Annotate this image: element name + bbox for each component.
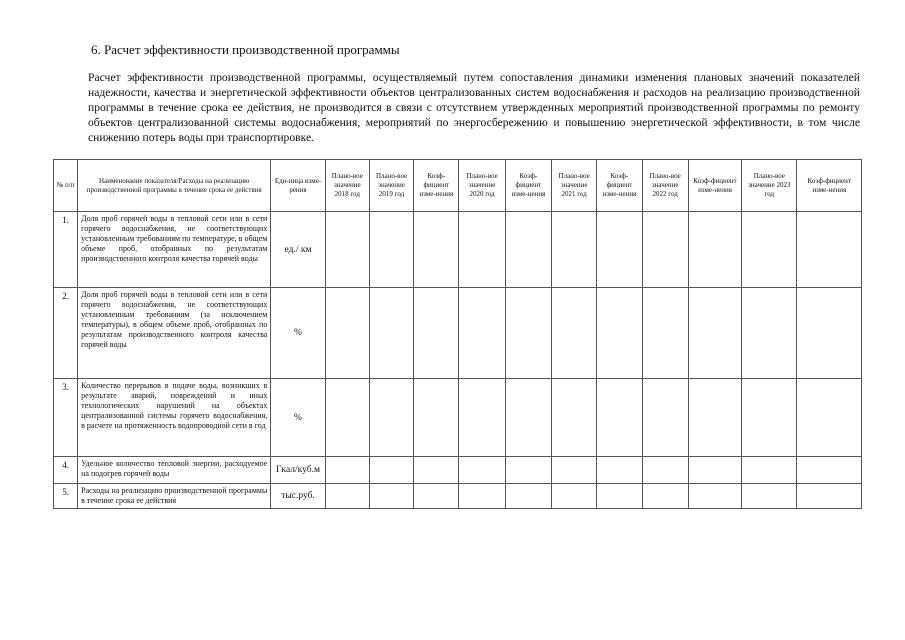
row-name: Доля проб горячей воды в тепловой сети или в сети горячего водоснабжения, не соответствующих установленным требованиям (за исключением температуры), в общем объеме проб, отобранных по результатам производственного контроля качества горячей воды [78,288,271,379]
empty-cell [597,212,642,288]
empty-cell [797,379,862,457]
paragraph-text: Расчет эффективности производственной программы, осуществляемый путем сопоставления динамики изменения плановых значений показателей надежности, качества и энергетической эффективности объектов централизованных систем водоснабжения и расходов на реализацию производственной программы в течение срока ее действия, не производится в связи с отсутствием утвержденных мероприятий производственной программы по ремонту объектов централизованной системы водоснабжения, мероприятий по энергосбережению и повышению энергетической эффективности, в том числе снижению потерь воды при транспортировке. [88,71,860,144]
empty-cell [688,457,741,484]
empty-cell [688,484,741,509]
empty-cell [369,212,413,288]
empty-cell [797,457,862,484]
empty-cell [505,288,551,379]
empty-cell [414,379,459,457]
empty-cell [597,288,642,379]
empty-cell [459,288,505,379]
empty-cell [414,457,459,484]
header-coef-2019: Коэф-фициент изме-нения [414,160,459,212]
header-plan-2020: Плано-вое значение 2020 год [459,160,505,212]
empty-cell [552,288,597,379]
row-num: 1. [54,212,78,288]
empty-cell [325,484,369,509]
empty-cell [325,379,369,457]
row-name: Количество перерывов в подаче воды, возникших в результате аварий, повреждений и иных технологических нарушений на объектах централизованной системы горячего водоснабжения, в расчете на протяженность водопроводной сети в год [78,379,271,457]
empty-cell [369,379,413,457]
empty-cell [797,288,862,379]
empty-cell [414,484,459,509]
table-row [54,288,862,379]
empty-cell [688,379,741,457]
empty-cell [797,484,862,509]
empty-cell [459,457,505,484]
header-unit: Еди-ница изме-рения [271,160,325,212]
empty-cell [797,212,862,288]
empty-cell [597,379,642,457]
empty-cell [459,379,505,457]
table-row [54,484,862,509]
header-plan-2019: Плано-вое значение 2019 год [369,160,413,212]
table-header-row [54,160,862,212]
empty-cell [688,288,741,379]
empty-cell [505,457,551,484]
row-unit: % [271,379,325,457]
row-num: 5. [54,484,78,509]
row-unit: Гкал/куб.м [271,457,325,484]
empty-cell [688,212,741,288]
header-plan-2022: Плано-вое значение 2022 год [642,160,688,212]
empty-cell [552,379,597,457]
empty-cell [742,379,797,457]
empty-cell [642,484,688,509]
row-name: Расходы на реализацию производственной программы в течение срока ее действия [78,484,271,509]
row-unit: % [271,288,325,379]
empty-cell [597,484,642,509]
empty-cell [742,288,797,379]
table-row [54,212,862,288]
row-num: 4. [54,457,78,484]
empty-cell [505,212,551,288]
row-num: 3. [54,379,78,457]
row-name: Удельное количество тепловой энергии, расходуемое на подогрев горячей воды [78,457,271,484]
empty-cell [642,379,688,457]
empty-cell [742,457,797,484]
empty-cell [642,457,688,484]
row-name: Доля проб горячей воды в тепловой сети или в сети горячего водоснабжения, не соответствующих установленным требованиям по температуре, в общем объеме проб, отобранных по результатам производственного контроля качества горячей воды [78,212,271,288]
empty-cell [505,484,551,509]
header-coef-2021: Коэф-фициент изме-нения [597,160,642,212]
empty-cell [325,212,369,288]
header-coef-2022: Коэф-фициент изме-нения [688,160,741,212]
efficiency-table [53,159,862,509]
header-coef-2020: Коэф-фициент изме-нения [505,160,551,212]
empty-cell [742,212,797,288]
header-plan-2023: Плано-вое значение 2023 год [742,160,797,212]
empty-cell [414,212,459,288]
section-title: 6. Расчет эффективности производственной программы [91,42,400,57]
empty-cell [552,457,597,484]
empty-cell [369,288,413,379]
empty-cell [369,484,413,509]
empty-cell [369,457,413,484]
empty-cell [325,288,369,379]
empty-cell [597,457,642,484]
empty-cell [552,484,597,509]
table-row [54,379,862,457]
header-plan-2018: Плано-вое значение 2018 год [325,160,369,212]
row-unit: тыс.руб. [271,484,325,509]
empty-cell [642,212,688,288]
empty-cell [505,379,551,457]
empty-cell [642,288,688,379]
empty-cell [459,484,505,509]
row-unit: ед./ км [271,212,325,288]
row-num: 2. [54,288,78,379]
empty-cell [325,457,369,484]
empty-cell [552,212,597,288]
empty-cell [459,212,505,288]
empty-cell [742,484,797,509]
header-plan-2021: Плано-вое значение 2021 год [552,160,597,212]
header-name: Наименование показателя/Расходы на реализацию производственной программы в течение срока ее действия [78,160,271,212]
table-row [54,457,862,484]
header-num: № п/п [54,160,78,212]
header-coef-2023: Коэф-фициент изме-нения [797,160,862,212]
empty-cell [414,288,459,379]
